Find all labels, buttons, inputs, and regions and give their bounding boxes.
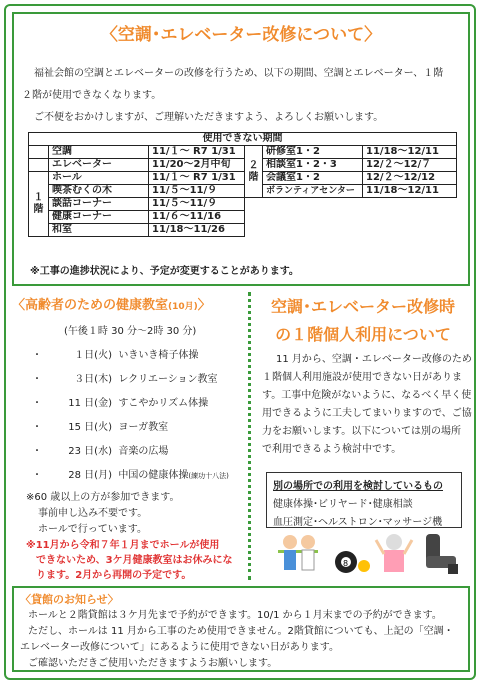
facility-name: 喫茶むくの木: [49, 185, 149, 198]
facility-name: ホール: [49, 172, 149, 185]
closure-table: [28, 132, 457, 237]
closure-period: 12/２～12/12: [363, 172, 457, 185]
facility-name: 空調: [49, 146, 149, 159]
closure-period: 11/６～11/16: [149, 211, 245, 224]
box-line-1: 健康体操･ビリヤード･健康相談: [273, 499, 413, 510]
rental-line-1: ホールと２階貸館は３ケ月先まで予約ができます。10/1 から１月末までの予約ができます。: [28, 610, 442, 621]
renovation-notice: [12, 12, 470, 286]
rental-notice: [12, 586, 470, 672]
elderly-exercise-icon: [376, 534, 412, 572]
closure-period: 11/18～12/11: [363, 185, 457, 198]
rental-line-2: ただし、ホールは 11 月から工事のため使用できません。2階貸館についても、上記の「空調・: [28, 626, 454, 637]
floor2-label: ２ 階: [245, 146, 263, 198]
list-item: ・ 11 日(金) すこやかリズム体操: [32, 398, 209, 409]
individual-line: す。工事中危険がないように、なるべく早く使: [262, 390, 472, 401]
closure-period: 11/18～12/11: [363, 146, 457, 159]
individual-line: で利用できるよう検討中です。: [262, 444, 402, 455]
health-consultation-icon: [278, 535, 318, 570]
facility-name: 談話コーナー: [49, 198, 149, 211]
notice-line-1: 福祉会館の空調とエレベーターの改修を行うため、以下の期間、空調とエレベーター、１階: [34, 68, 444, 79]
notice-line-2: ２階が使用できなくなります。: [22, 90, 162, 101]
list-item: ・ 15 日(火) ヨーガ教室: [32, 422, 169, 433]
closure-period: 11/５～11/９: [149, 185, 245, 198]
alternative-location-box: [266, 472, 462, 528]
individual-line: 力をお願いします。以下については別の場所: [262, 426, 461, 437]
suspension-note-2: できないため、3ケ月健康教室はお休みにな: [36, 555, 233, 566]
closure-table-header: 使用できない期間: [29, 133, 457, 146]
closure-period: 11/18～11/26: [149, 224, 245, 237]
individual-line: １階個人利用施設が使用できない日がありま: [262, 372, 462, 383]
list-item: ・ ３日(木) レクリエーション教室: [32, 374, 218, 385]
registration-note: 事前申し込み不要です。: [38, 508, 148, 519]
notice-title: 〈空調･エレベーター改修について〉: [100, 25, 382, 45]
eligibility-note: ※60 歳以上の方が参加できます。: [26, 492, 180, 503]
svg-text:8: 8: [343, 559, 349, 568]
list-item: ・ 23 日(水) 音楽の広場: [32, 446, 169, 457]
massage-chair-icon: [426, 534, 458, 574]
class-time: (午後１時 30 分～2時 30 分): [64, 326, 197, 337]
individual-use-section: [256, 292, 470, 580]
closure-period: 11/20～2月中旬: [149, 159, 245, 172]
notice-line-3: ご不便をおかけしますが、ご理解いただきますよう、よろしくお願いします。: [34, 112, 384, 123]
health-title: 〈高齢者のための健康教室(10月)〉: [12, 298, 211, 313]
facility-name: エレベーター: [49, 159, 149, 172]
box-line-2: 血圧測定･ヘルストロン･マッサージ機: [273, 517, 443, 528]
illustrations: [276, 530, 466, 578]
facility-name: ボランティアセンター: [263, 185, 363, 198]
facility-name: 和室: [49, 224, 149, 237]
closure-period: 11/５～11/９: [149, 198, 245, 211]
list-item: ・ １日(火) いきいき椅子体操: [32, 350, 199, 361]
list-item: ・ 28 日(月) 中国の健康体操(練功十八法): [32, 470, 229, 481]
suspension-note-1: ※11月から令和７年１月までホールが使用: [26, 540, 220, 551]
individual-line: 11 月から、空調・エレベーター改修のため: [276, 354, 472, 365]
individual-line: 用できるように工夫してまいりますので、ご協: [262, 408, 472, 419]
facility-name: 相談室1・2・3: [263, 159, 363, 172]
closure-period: 11/１～ R7 1/31: [149, 172, 245, 185]
closure-period: 12/２～12/７: [363, 159, 457, 172]
facility-name: 健康コーナー: [49, 211, 149, 224]
rental-title: 〈貸館のお知らせ〉: [20, 593, 119, 606]
rental-line-3: エレベーター改修について」にあるように使用できない日があります。: [20, 642, 339, 653]
billiard-ball-icon: [335, 551, 370, 573]
suspension-note-3: ります。2月から再開の予定です。: [36, 570, 192, 581]
closure-period: 11/１～ R7 1/31: [149, 146, 245, 159]
floor1-label: １ 階: [29, 172, 49, 237]
section-divider: [248, 292, 251, 580]
rental-line-4: ご確認いただきご使用いただきますようお願いします。: [28, 658, 278, 669]
box-title: 別の場所での利用を検討しているもの: [273, 481, 443, 492]
health-class-section: [12, 292, 242, 580]
facility-name: 研修室1・2: [263, 146, 363, 159]
schedule-note: ※工事の進捗状況により、予定が変更することがあります。: [30, 266, 299, 277]
individual-title-1: 空調･エレベーター改修時: [270, 297, 455, 316]
facility-name: 会議室1・2: [263, 172, 363, 185]
venue-note: ホールで行っています。: [38, 524, 147, 535]
individual-title-2: の１階個人利用について: [275, 325, 451, 344]
